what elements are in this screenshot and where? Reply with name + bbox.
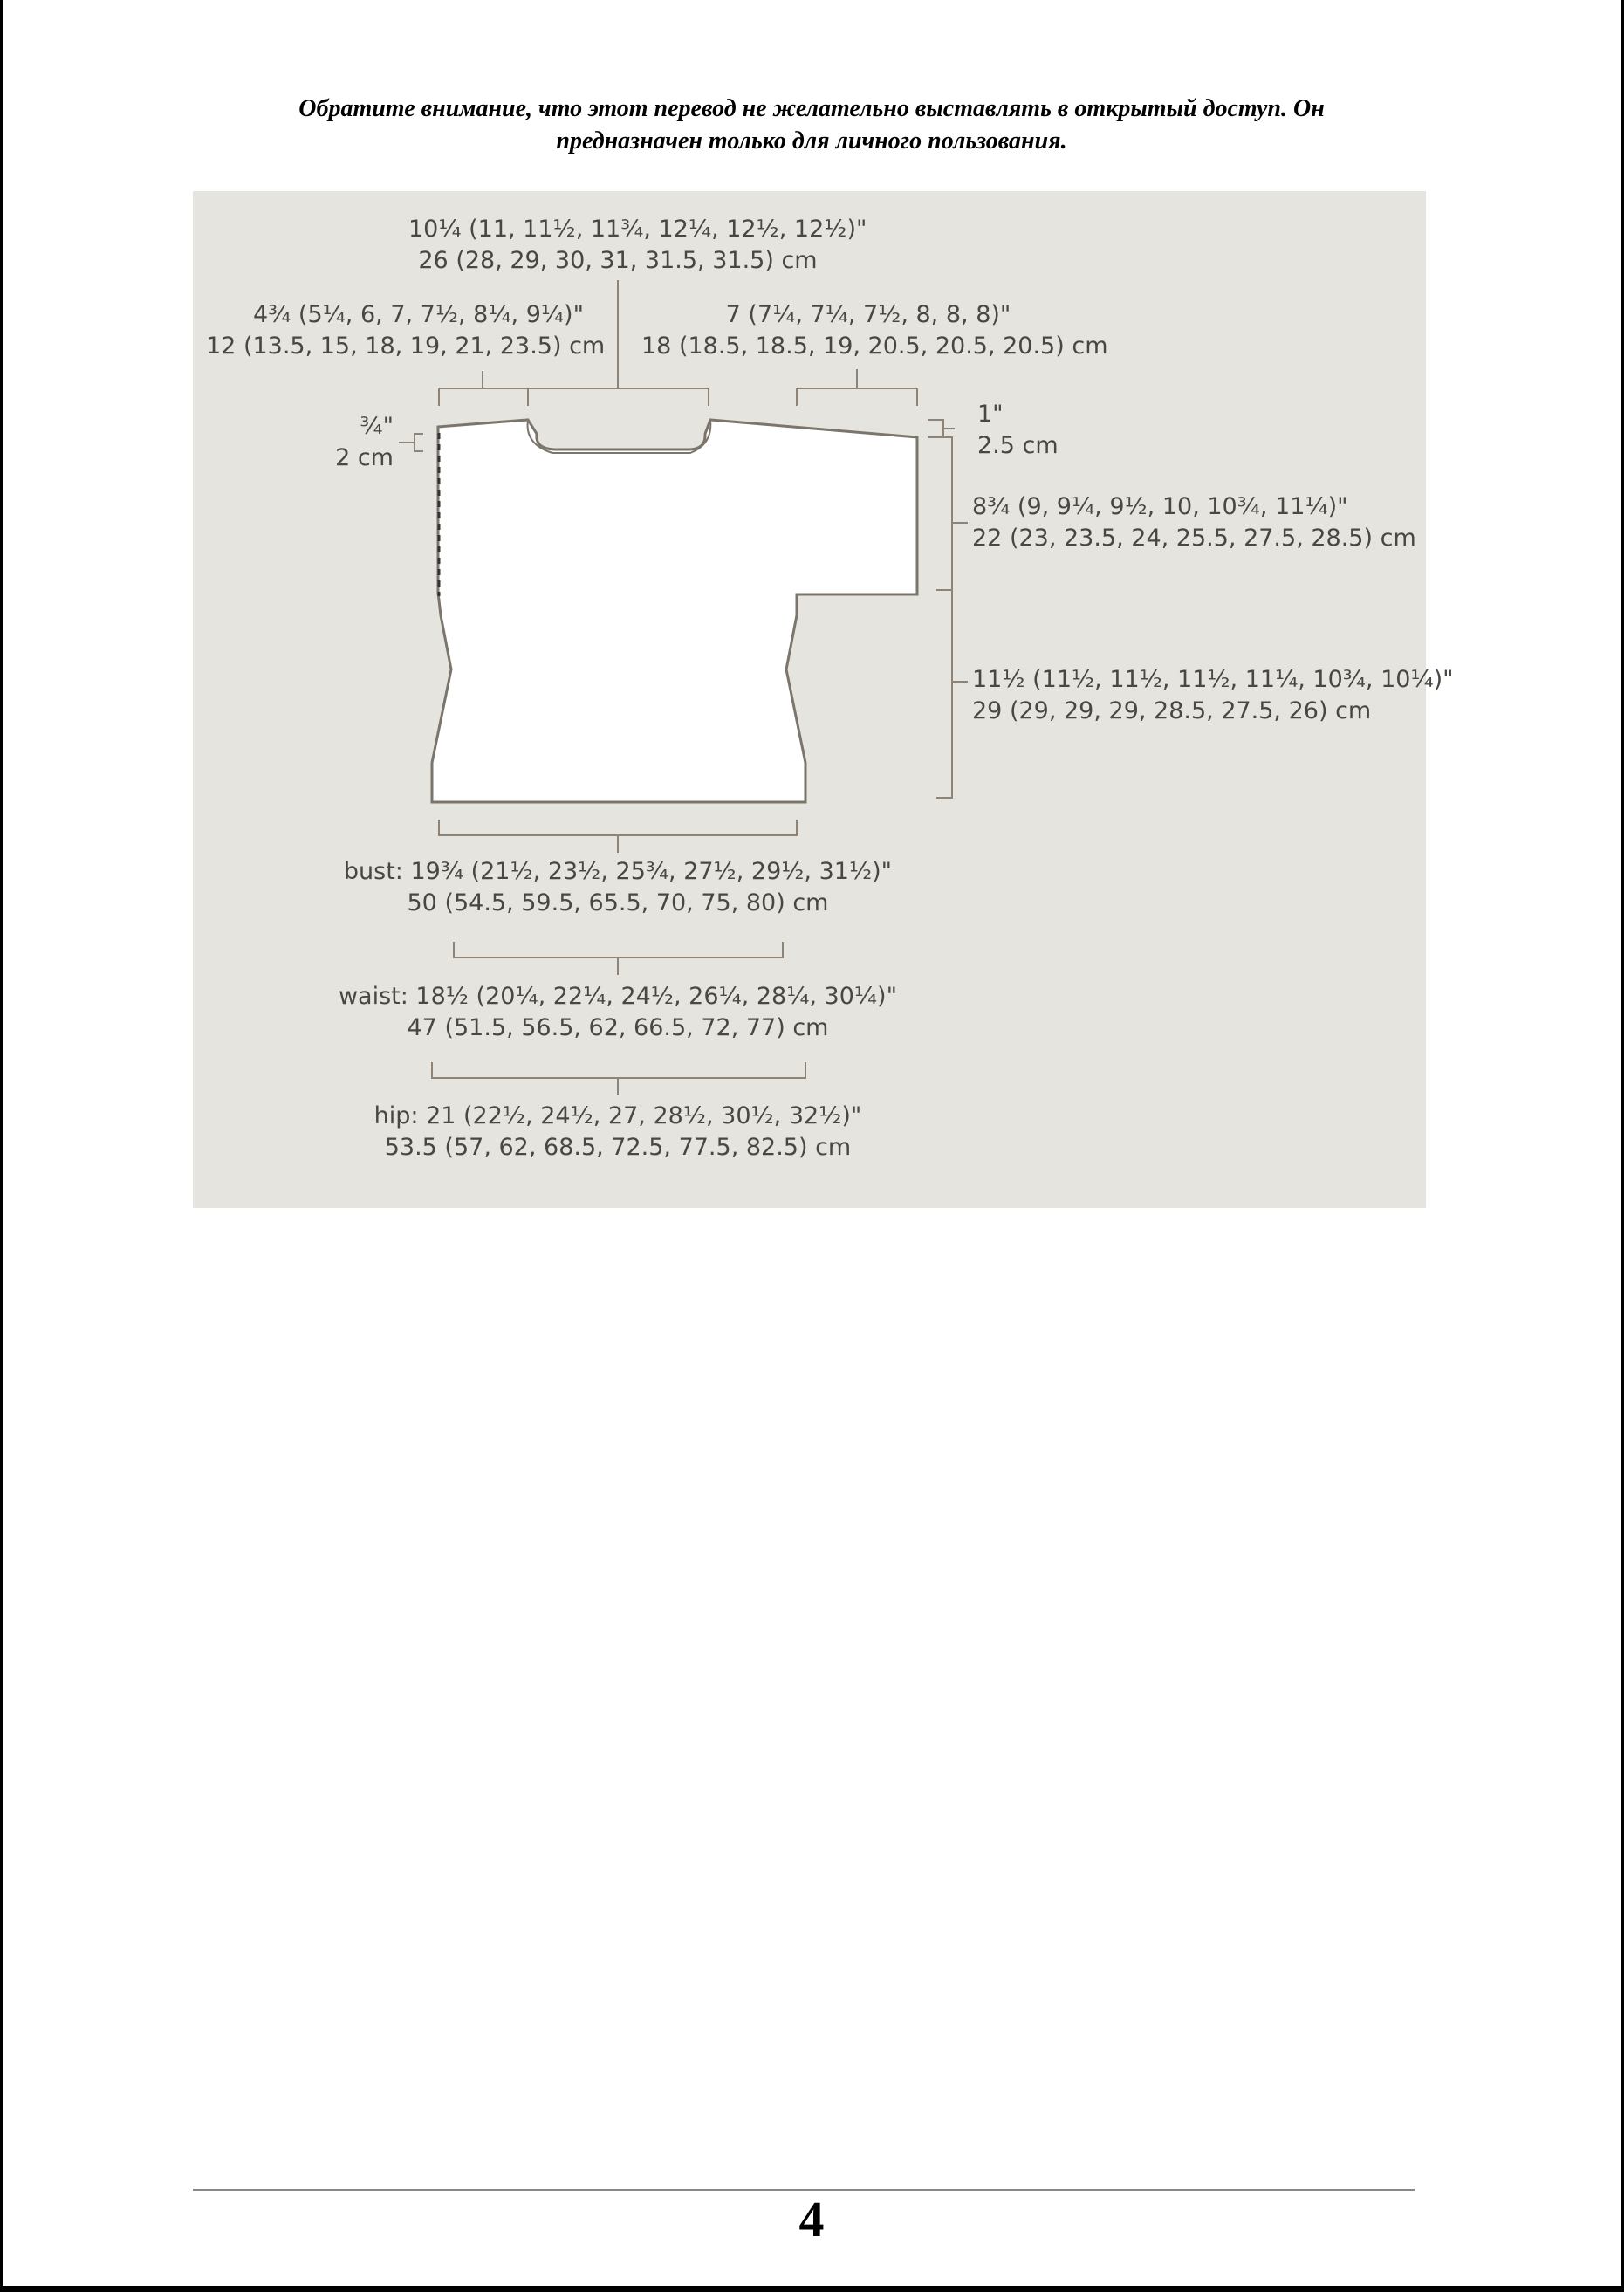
waist-label: waist: 18½ (20¼, 22¼, 24½, 26¼, 28¼, 30¼)" 47 (51.5, 56.5, 62, 66.5, 72, 77) cm [338,983,898,1041]
garment-outline [432,420,917,802]
shoulder-drop-right-bracket [928,420,955,437]
waist-bracket [454,942,783,975]
notice-line-1: Обратите внимание, что этот перевод не желательно выставлять в открытый доступ. Он [298,95,1325,122]
shoulder-left-label: 4¾ (5¼, 6, 7, 7½, 8¼, 9¼)" 12 (13.5, 15, 18, 19, 21, 23.5) cm [206,301,606,360]
neck-width-label: 10¼ (11, 11½, 11¾, 12¼, 12½, 12½)" 26 (28, 29, 30, 31, 31.5, 31.5) cm [408,216,867,274]
hip-label: hip: 21 (22½, 24½, 27, 28½, 30½, 32½)" 53.5 (57, 62, 68.5, 72.5, 77.5, 82.5) cm [373,1102,862,1161]
bust-bracket [439,820,797,853]
shoulder-left-bracket [439,371,528,406]
shoulder-right-label: 7 (7¼, 7¼, 7½, 8, 8, 8)" 18 (18.5, 18.5, 19, 20.5, 20.5, 20.5) cm [641,301,1108,360]
hip-bracket [432,1062,805,1095]
bust-label: bust: 19¾ (21½, 23½, 25¾, 27½, 29½, 31½)" 50 (54.5, 59.5, 65.5, 70, 75, 80) cm [343,858,893,916]
notice-line-2: предназначен только для личного пользования. [556,127,1067,154]
garment-schematic [193,191,1454,1208]
page-number: 4 [798,2191,825,2247]
shoulder-drop-left-bracket [399,434,423,451]
side-length-label: 11½ (11½, 11½, 11½, 11¼, 10¾, 10¼)" 29 (29, 29, 29, 28.5, 27.5, 26) cm [972,666,1454,724]
shoulder-right-bracket [797,369,917,406]
translation-notice [175,93,1449,157]
shoulder-drop-left-label: ¾" 2 cm [335,413,394,471]
neckline-edge [528,420,711,453]
shoulder-drop-right-label: 1" 2.5 cm [977,401,1059,459]
side-length-bracket [936,590,968,798]
armhole-depth-label: 8¾ (9, 9¼, 9½, 10, 10¾, 11¼)" 22 (23, 23.5, 24, 25.5, 27.5, 28.5) cm [972,493,1416,552]
armhole-depth-bracket [936,437,968,590]
